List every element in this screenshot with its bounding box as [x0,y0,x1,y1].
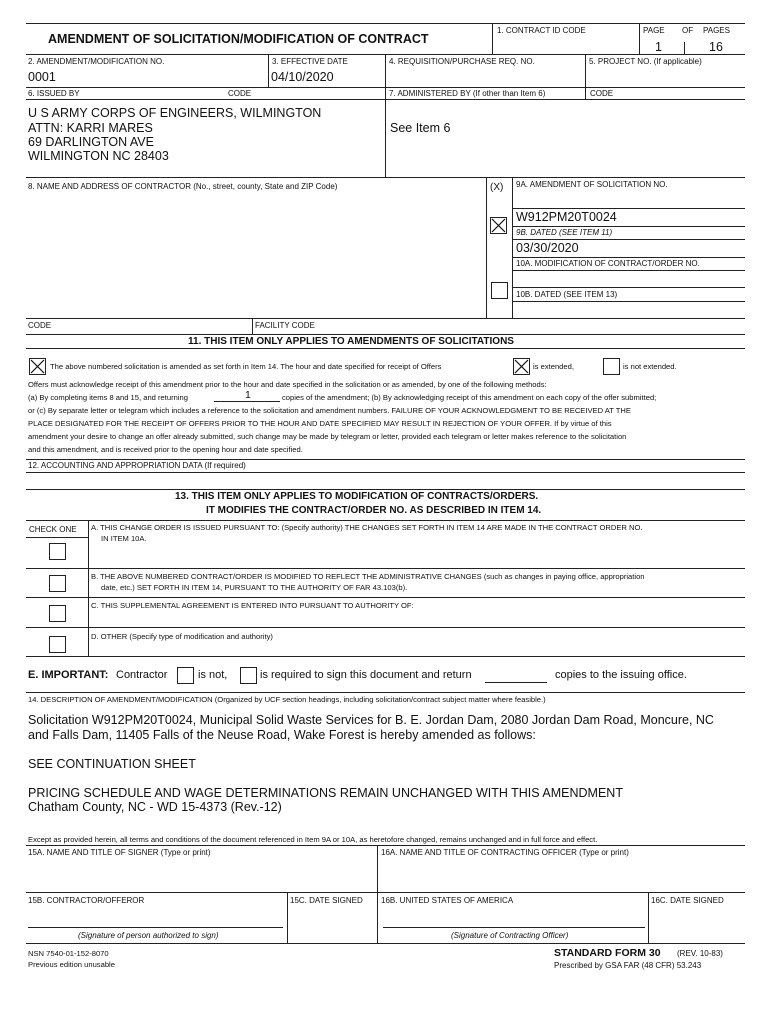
pricing-text[interactable]: PRICING SCHEDULE AND WAGE DETERMINATIONS REMAIN UNCHANGED WITH THIS AMENDMENT [28,786,623,800]
divider [585,87,586,99]
item-13d-checkbox[interactable] [49,636,66,653]
x-mark-icon [30,359,45,374]
form-revision: (REV. 10-83) [677,949,723,958]
item-13a-text: IN ITEM 10A. [101,534,147,543]
rule [26,318,745,319]
divider [268,54,269,87]
divider [648,892,649,943]
copies-field[interactable]: 1 [245,389,251,401]
effective-date-field[interactable]: 04/10/2020 [271,70,334,84]
rule [26,627,745,628]
item-10b-label: 10B. DATED (SEE ITEM 13) [516,290,618,299]
rule [512,239,745,240]
item-9a-field[interactable]: W912PM20T0024 [516,210,617,224]
is-extended-checkbox[interactable] [513,358,530,375]
item-11-line: The above numbered solicitation is amended as set forth in Item 14. The hour and date specified for receipt of Offers [50,362,442,371]
prescribed-by: Prescribed by GSA FAR (48 CFR) 53.243 [554,961,702,970]
issued-by-label: 6. ISSUED BY [28,89,80,98]
rule [26,692,745,693]
rule [26,489,745,490]
previous-edition: Previous edition unusable [28,960,115,969]
description-line[interactable]: Solicitation W912PM20T0024, Municipal Solid Waste Services for B. E. Jordan Dam, 2080 Jordan Dam Road, Moncure, NC [28,713,714,727]
issuer-line[interactable]: WILMINGTON NC 28403 [28,149,169,163]
rule [512,287,745,288]
item-13c-checkbox[interactable] [49,605,66,622]
issuer-line[interactable]: ATTN: KARRI MARES [28,121,153,135]
divider [684,42,685,54]
total-pages[interactable]: 16 [709,40,723,54]
item-9a-label: 9A. AMENDMENT OF SOLICITATION NO. [516,180,668,189]
item-11-paragraph: (a) By completing items 8 and 15, and returning [28,393,188,402]
rule [26,892,745,893]
rule [512,226,745,227]
issued-by-code-label: CODE [228,89,252,98]
divider [585,54,586,87]
requisition-label: 4. REQUISITION/PURCHASE REQ. NO. [389,57,535,66]
signer-name-label: 15A. NAME AND TITLE OF SIGNER (Type or print) [28,848,211,857]
officer-signature-line[interactable] [383,927,645,928]
divider [492,23,493,54]
issuer-line[interactable]: U S ARMY CORPS OF ENGINEERS, WILMINGTON [28,106,322,120]
important-contractor: Contractor [116,669,168,681]
officer-name-label: 16A. NAME AND TITLE OF CONTRACTING OFFICER (Type or print) [381,848,629,857]
item-11-paragraph: copies of the amendment; (b) By acknowledging receipt of this amendment on each copy of the offer submitted; [282,393,657,402]
wage-determination-text[interactable]: Chatham County, NC - WD 15-4373 (Rev.-12) [28,800,282,814]
contract-id-label: 1. CONTRACT ID CODE [497,26,586,35]
item-9a-checkbox[interactable] [490,217,507,234]
item-13a-checkbox[interactable] [49,543,66,560]
project-no-label: 5. PROJECT NO. (If applicable) [589,57,702,66]
item-11-paragraph: or (c) By separate letter or telegram which includes a reference to the solicitation and amendment numbers. FAILURE OF YOUR ACKNOWLEDGMENT TO BE RECEIVED AT THE [28,406,631,415]
except-provided-text: Except as provided herein, all terms and conditions of the document referenced in Item 9A or 10A, as heretofore changed, remains unchanged and in full force and effect. [28,835,598,844]
rule [512,257,745,258]
contractor-signature-line[interactable] [28,927,283,928]
rule [26,520,745,521]
is-required-label: is required to sign this document and return [260,669,472,681]
x-mark-icon [514,359,529,374]
effective-date-label: 3. EFFECTIVE DATE [272,57,348,66]
signature-person-caption: (Signature of person authorized to sign) [78,931,219,940]
item-10a-label: 10A. MODIFICATION OF CONTRACT/ORDER NO. [516,259,700,268]
contractor-label: 8. NAME AND ADDRESS OF CONTRACTOR (No., street, county, State and ZIP Code) [28,182,338,191]
divider [377,845,378,943]
of-label: OF [682,26,694,35]
item-13b-checkbox[interactable] [49,575,66,592]
contractor-offeror-label: 15B. CONTRACTOR/OFFEROR [28,896,145,905]
rule [26,656,745,657]
facility-code-label: FACILITY CODE [255,321,315,330]
rule [26,334,745,335]
item-11-paragraph: and this amendment, and is received prior to the opening hour and date specified. [28,445,303,454]
nsn-number: NSN 7540-01-152-8070 [28,949,109,958]
form-title: AMENDMENT OF SOLICITATION/MODIFICATION OF CONTRACT [48,32,429,46]
item-13-subheading: IT MODIFIES THE CONTRACT/ORDER NO. AS DESCRIBED IN ITEM 14. [206,505,542,516]
rule [26,943,745,944]
is-required-checkbox[interactable] [240,667,257,684]
rule [26,845,745,846]
rule [512,270,745,271]
accounting-label: 12. ACCOUNTING AND APPROPRIATION DATA (If required) [28,461,246,470]
important-label: E. IMPORTANT: [28,669,109,681]
divider [287,892,288,943]
administered-by-label: 7. ADMINISTERED BY (If other than Item 6) [389,89,546,98]
divider [252,318,253,334]
item-13a-text: A. THIS CHANGE ORDER IS ISSUED PURSUANT TO: (Specify authority) THE CHANGES SET FORTH IN ITEM 14 ARE MADE IN THE CONTRACT ORDER NO. [91,523,643,532]
item-14-label: 14. DESCRIPTION OF AMENDMENT/MODIFICATION (Organized by UCF section headings, including solicitation/contract subject matter where feasible.) [28,695,546,704]
item-13d-text: D. OTHER (Specify type of modification and authority) [91,632,273,641]
is-not-extended-label: is not extended. [623,362,677,371]
item-11-heading: 11. THIS ITEM ONLY APPLIES TO AMENDMENTS OF SOLICITATIONS [188,336,514,347]
rule [26,459,745,460]
item-13b-text: B. THE ABOVE NUMBERED CONTRACT/ORDER IS MODIFIED TO REFLECT THE ADMINISTRATIVE CHANGES (such as changes in paying office, appropriation [91,572,645,581]
check-one-label: CHECK ONE [29,525,77,534]
issuer-line[interactable]: 69 DARLINGTON AVE [28,135,154,149]
item-11-paragraph: amendment your desire to change an offer already submitted, such change may be made by telegram or letter, provided each telegram or letter makes reference to the solicitation [28,432,627,441]
is-not-extended-checkbox[interactable] [603,358,620,375]
item-10a-checkbox[interactable] [491,282,508,299]
divider [512,177,513,318]
continuation-text[interactable]: SEE CONTINUATION SHEET [28,757,196,771]
administered-code-label: CODE [590,89,614,98]
pages-label: PAGES [703,26,730,35]
divider [385,54,386,178]
divider [639,23,640,54]
description-line[interactable]: and Falls Dam, 11405 Falls of the Neuse Road, Wake Forest is hereby amended as follows: [28,728,536,742]
is-not-checkbox[interactable] [177,667,194,684]
rule [512,208,745,209]
divider [88,520,89,656]
officer-date-label: 16C. DATE SIGNED [651,896,724,905]
contractor-code-label: CODE [28,321,52,330]
item-13c-text: C. THIS SUPPLEMENTAL AGREEMENT IS ENTERED INTO PURSUANT TO AUTHORITY OF: [91,601,414,610]
x-mark-icon [491,218,506,233]
page-number[interactable]: 1 [655,40,662,54]
contractor-date-label: 15C. DATE SIGNED [290,896,363,905]
item-13-heading: 13. THIS ITEM ONLY APPLIES TO MODIFICATION OF CONTRACTS/ORDERS. [175,491,539,502]
rule [26,568,745,569]
copies-underline [214,401,280,402]
rule [26,597,745,598]
page-label: PAGE [643,26,665,35]
x-column-label: (X) [490,182,504,193]
divider [486,177,487,318]
amended-checkbox[interactable] [29,358,46,375]
rule [512,301,745,302]
item-9b-field[interactable]: 03/30/2020 [516,241,579,255]
item-9b-label: 9B. DATED (SEE ITEM 11) [516,228,613,237]
item-11-paragraph: Offers must acknowledge receipt of this amendment prior to the hour and date specified in the solicitation or as amended, by one of the following methods: [28,380,547,389]
form-border-top [26,23,745,24]
amendment-no-label: 2. AMENDMENT/MODIFICATION NO. [28,57,165,66]
signature-officer-caption: (Signature of Contracting Officer) [451,931,569,940]
administered-by-field[interactable]: See Item 6 [390,121,451,135]
usa-label: 16B. UNITED STATES OF AMERICA [381,896,514,905]
is-not-label: is not, [198,669,228,681]
copies-issuing-label: copies to the issuing office. [555,669,687,681]
form-name: STANDARD FORM 30 [554,947,661,959]
is-extended-label: is extended, [533,362,574,371]
rule [26,472,745,473]
copies-return-field[interactable] [485,682,547,683]
rule [26,348,745,349]
item-11-paragraph: PLACE DESIGNATED FOR THE RECEIPT OF OFFERS PRIOR TO THE HOUR AND DATE SPECIFIED MAY RESULT IN REJECTION OF YOUR OFFER. If by virtue of this [28,419,612,428]
rule [26,537,89,538]
item-13b-text: date, etc.) SET FORTH IN ITEM 14, PURSUANT TO THE AUTHORITY OF FAR 43.103(b). [101,583,408,592]
amendment-no-field[interactable]: 0001 [28,70,56,84]
